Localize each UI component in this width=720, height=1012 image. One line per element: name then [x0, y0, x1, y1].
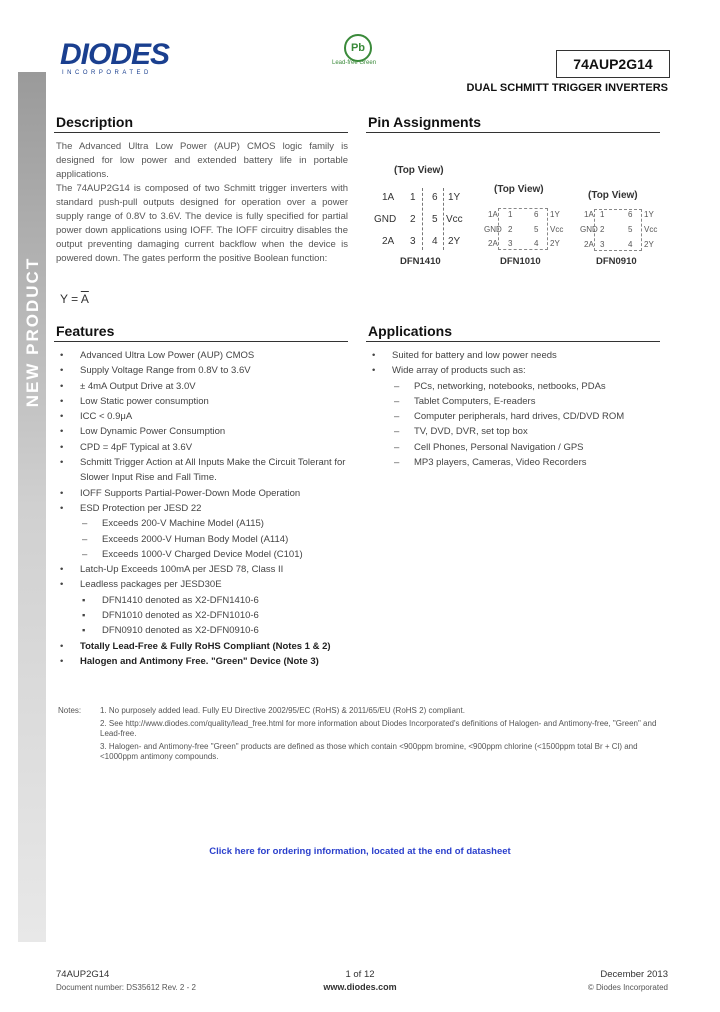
pin-number: 1 [508, 210, 513, 219]
features-heading: Features [56, 323, 115, 339]
footer-page: 1 of 12 [345, 969, 375, 980]
list-item [372, 394, 662, 409]
list-item-text: Computer peripherals, hard drives, CD/DVD ROM [414, 411, 625, 423]
list-item [60, 470, 350, 485]
pin-number: 4 [628, 240, 633, 249]
pin-name: 1Y [644, 210, 654, 219]
bullet-icon: • [60, 502, 64, 514]
bullet-icon: • [60, 564, 64, 576]
pin-number: 5 [432, 214, 438, 225]
applications-heading: Applications [368, 323, 453, 339]
footer-date: December 2013 [600, 969, 668, 980]
footer-docnum: Document number: DS35612 Rev. 2 - 2 [56, 983, 196, 992]
bullet-icon: • [60, 350, 64, 361]
applications-rule [366, 341, 660, 342]
bullet-icon: • [60, 487, 64, 499]
sidebar-band [18, 72, 46, 942]
list-item-text: Totally Lead-Free & Fully RoHS Compliant (Notes 1 & 2) [80, 640, 331, 652]
list-item [60, 394, 350, 409]
list-item [60, 623, 350, 638]
list-item-text: Latch-Up Exceeds 100mA per JESD 78, Class II [80, 564, 284, 576]
pin-number: 5 [534, 225, 539, 234]
list-item [372, 363, 662, 378]
lead-free-icon: Pb [344, 34, 372, 62]
bullet-icon: • [60, 457, 64, 469]
bullet-icon: ▪ [82, 610, 86, 622]
list-item-text: Wide array of products such as: [392, 365, 526, 377]
notes-list [100, 706, 662, 763]
bullet-icon: • [60, 441, 64, 453]
note-item: 3. Halogen- and Antimony-free "Green" products are defined as those which contain <900ppm bromine, <900ppm chlorine (<1500ppm total Br + Cl) and <1000ppm antimony compounds. [100, 741, 638, 761]
list-item-text: ± 4mA Output Drive at 3.0V [80, 380, 196, 392]
list-item-text: Schmitt Trigger Action at All Inputs Make the Circuit Tolerant for [80, 457, 346, 469]
description-rule [54, 132, 348, 133]
pin-number: 2 [508, 225, 513, 234]
pin-number: 5 [628, 225, 633, 234]
bullet-icon: – [82, 533, 88, 545]
pin-name: 2Y [448, 236, 461, 247]
list-item-text: Advanced Ultra Low Power (AUP) CMOS [80, 350, 255, 361]
list-item [372, 379, 662, 394]
formula-left: Y = [60, 292, 79, 306]
list-item-text: Suited for battery and low power needs [392, 350, 557, 361]
list-item [60, 593, 350, 608]
pin-diagram-dfn0910 [580, 185, 670, 270]
pin-number: 3 [410, 236, 416, 247]
list-item [60, 608, 350, 623]
pin-name: 1A [488, 210, 498, 219]
pin-name: Vcc [550, 225, 564, 234]
list-item [60, 547, 350, 562]
list-item [60, 409, 350, 424]
bullet-icon: – [394, 426, 400, 438]
list-item [372, 440, 662, 455]
bullet-icon: – [394, 395, 400, 407]
bullet-icon: • [60, 655, 64, 667]
list-item-text: TV, DVD, DVR, set top box [414, 426, 528, 438]
pin-number: 1 [600, 210, 605, 219]
pin-name: 1Y [448, 192, 461, 203]
list-item [60, 363, 350, 378]
bullet-icon: – [394, 380, 400, 392]
pin-name: 2A [382, 236, 395, 247]
pin-number: 3 [600, 240, 605, 249]
pin-number: 2 [600, 225, 605, 234]
list-item [60, 440, 350, 455]
lead-free-label: Lead-free Green [332, 60, 377, 66]
bullet-icon: – [82, 548, 88, 560]
list-item [372, 455, 662, 470]
bullet-icon: • [60, 426, 64, 438]
list-item-text: Exceeds 200-V Machine Model (A115) [102, 518, 264, 530]
note-item: 1. No purposely added lead. Fully EU Directive 2002/95/EC (RoHS) & 2011/65/EU (RoHS 2) compliant. [100, 706, 465, 715]
pin-name: 2Y [644, 240, 654, 249]
list-item-text: Tablet Computers, E-readers [414, 395, 536, 407]
bullet-icon: • [60, 579, 64, 591]
pin-name: GND [374, 214, 397, 225]
bullet-icon: ▪ [82, 625, 86, 637]
list-item [60, 486, 350, 501]
bullet-icon: • [372, 365, 376, 377]
doc-subtitle: DUAL SCHMITT TRIGGER INVERTERS [466, 82, 668, 94]
pin-name: 1A [584, 210, 594, 219]
list-item [60, 639, 350, 654]
pin-name: Vcc [644, 225, 658, 234]
list-item [60, 532, 350, 547]
list-item-text: Exceeds 1000-V Charged Device Model (C101) [102, 548, 303, 560]
pin-diagram-dfn1010 [484, 180, 574, 270]
list-item [60, 654, 350, 669]
list-item-text: DFN1410 denoted as X2-DFN1410-6 [102, 594, 259, 606]
list-item-text: Halogen and Antimony Free. "Green" Device (Note 3) [80, 655, 319, 667]
package-label: DFN1410 [400, 256, 441, 267]
list-item-text: Slower Input Rise and Fall Time. [80, 472, 217, 484]
pin-number: 6 [432, 192, 438, 203]
bullet-icon: • [60, 380, 64, 392]
applications-list [372, 348, 662, 470]
pin-name: Vcc [446, 214, 463, 225]
pin-number: 6 [628, 210, 633, 219]
description-p2: The 74AUP2G14 is composed of two Schmitt trigger inverters with standard push-pull outputs designed for operation over a power supply range of 0.8V to 3.6V. The device is fully specified for partial power down applications using IOFF. The IOFF circuitry disables the output preventing damaging current backflow when the device is powered down. The gates perform the positive Boolean function: [56, 183, 348, 264]
list-item [60, 379, 350, 394]
pin-name: 2Y [550, 239, 560, 248]
features-list [60, 348, 350, 669]
bullet-icon: ▪ [82, 594, 86, 606]
list-item [60, 348, 350, 363]
list-item-text: MP3 players, Cameras, Video Recorders [414, 457, 587, 469]
pin-name: 1Y [550, 210, 560, 219]
list-item-text: ESD Protection per JESD 22 [80, 502, 202, 514]
pins-heading: Pin Assignments [368, 114, 482, 130]
bullet-icon: • [60, 395, 64, 407]
pin-name: 2A [488, 239, 498, 248]
sidebar-label: NEW PRODUCT [23, 256, 42, 408]
bullet-icon: • [60, 640, 64, 652]
list-item-text: Low Static power consumption [80, 395, 209, 407]
list-item [60, 516, 350, 531]
list-item-text: IOFF Supports Partial-Power-Down Mode Operation [80, 487, 301, 499]
list-item [60, 424, 350, 439]
list-item-text: Cell Phones, Personal Navigation / GPS [414, 441, 584, 453]
topview-label: (Top View) [588, 190, 638, 201]
list-item [60, 577, 350, 592]
footer-url[interactable]: www.diodes.com [323, 982, 397, 992]
list-item [60, 501, 350, 516]
list-item [60, 455, 350, 470]
list-item-text: CPD = 4pF Typical at 3.6V [80, 441, 193, 453]
pin-number: 3 [508, 239, 513, 248]
features-rule [54, 341, 348, 342]
bullet-icon: – [394, 457, 400, 469]
bullet-icon: • [372, 350, 376, 361]
list-item-text: Low Dynamic Power Consumption [80, 426, 226, 438]
pin-name: GND [484, 225, 502, 234]
package-label: DFN0910 [596, 256, 637, 267]
pin-number: 4 [432, 236, 438, 247]
bullet-icon: – [82, 518, 88, 530]
pin-diagram-dfn1410 [360, 160, 490, 270]
list-item-text: Supply Voltage Range from 0.8V to 3.6V [80, 365, 251, 377]
topview-label: (Top View) [494, 184, 544, 195]
package-outline [498, 208, 548, 250]
list-item-text: DFN0910 denoted as X2-DFN0910-6 [102, 625, 259, 637]
formula-right: $\overline{A}$ [80, 292, 89, 306]
boolean-formula [60, 292, 89, 306]
diodes-logo: DIODES [60, 38, 170, 71]
list-item-text: Exceeds 2000-V Human Body Model (A114) [102, 533, 289, 545]
list-item-text: DFN1010 denoted as X2-DFN1010-6 [102, 610, 259, 622]
description-p1: The Advanced Ultra Low Power (AUP) CMOS logic family is designed for low power and extended battery life in portable applications. [56, 141, 348, 180]
pins-rule [366, 132, 660, 133]
topview-label: (Top View) [394, 165, 444, 176]
pin-name: GND [580, 225, 598, 234]
pin-number: 1 [410, 192, 416, 203]
ordering-info-link[interactable]: Click here for ordering information, located at the end of datasheet [209, 846, 511, 857]
part-number: 74AUP2G14 [556, 50, 670, 78]
bullet-icon: • [60, 365, 64, 377]
list-item-text: Leadless packages per JESD30E [80, 579, 222, 591]
bullet-icon: – [394, 441, 400, 453]
pin-name: 2A [584, 240, 594, 249]
footer-part: 74AUP2G14 [56, 969, 110, 980]
footer-copyright: © Diodes Incorporated [587, 983, 668, 992]
list-item [372, 424, 662, 439]
list-item [372, 409, 662, 424]
list-item [372, 348, 662, 363]
list-item [60, 562, 350, 577]
bullet-icon: – [394, 411, 400, 423]
list-item-text: ICC < 0.9μA [80, 411, 133, 423]
list-item-text: PCs, networking, notebooks, netbooks, PDAs [414, 380, 606, 392]
description-heading: Description [56, 114, 134, 130]
bullet-icon: • [60, 411, 64, 423]
pin-number: 6 [534, 210, 539, 219]
logo-subtitle: INCORPORATED [62, 70, 152, 76]
notes-label: Notes: [58, 706, 82, 715]
pin-number: 4 [534, 239, 539, 248]
package-label: DFN1010 [500, 256, 541, 267]
pin-name: 1A [382, 192, 395, 203]
pin-number: 2 [410, 214, 416, 225]
note-item: 2. See http://www.diodes.com/quality/lead_free.html for more information about Diodes Incorporated's definitions of Halogen- and Antimony-free, "Green" and Lead-free. [100, 718, 657, 738]
